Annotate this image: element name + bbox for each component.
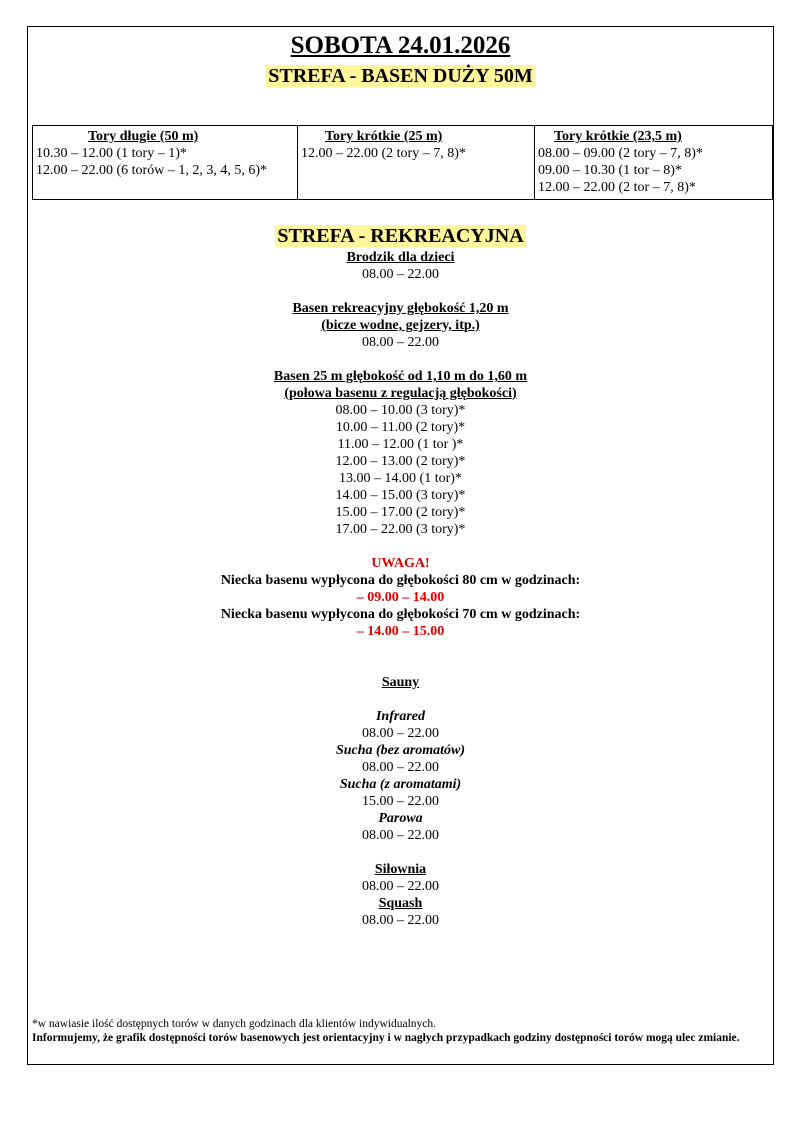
lane-slot: 10.30 – 12.00 (1 tory – 1)* <box>36 146 187 161</box>
gym-hours: 08.00 – 22.00 <box>362 879 439 894</box>
notice-line-2: Niecka basenu wypłycona do głębokości 70 cm w godzinach: <box>220 607 581 622</box>
pool25-slot: 12.00 – 13.00 (2 tory)* <box>335 454 466 469</box>
pool25-title: Basen 25 m głębokość od 1,10 m do 1,60 m <box>273 369 528 384</box>
long-lanes-header: Tory długie (50 m) <box>88 129 199 144</box>
sauna-hours: 08.00 – 22.00 <box>362 726 439 741</box>
pool25-slot: 14.00 – 15.00 (3 tory)* <box>335 488 466 503</box>
lane-slot: 12.00 – 22.00 (6 torów – 1, 2, 3, 4, 5, 6)* <box>36 163 267 178</box>
rec-pool-title: Basen rekreacyjny głębokość 1,20 m <box>292 301 509 316</box>
rec-pool-subtitle: (bicze wodne, gejzery, itp.) <box>321 318 480 333</box>
lane-slot: 08.00 – 09.00 (2 tory – 7, 8)* <box>538 146 703 161</box>
zone-large-pool-heading <box>28 65 773 88</box>
notice-title: UWAGA! <box>371 556 430 571</box>
notice-time-1: – 09.00 – 14.00 <box>356 590 445 605</box>
page-title: SOBOTA 24.01.2026 <box>290 32 511 59</box>
sauna-hours: 15.00 – 22.00 <box>362 794 439 809</box>
zone-recreation-heading <box>28 223 773 252</box>
lane-slot: 12.00 – 22.00 (2 tory – 7, 8)* <box>301 146 466 161</box>
sauna-hours: 08.00 – 22.00 <box>362 828 439 843</box>
pool25-slot: 10.00 – 11.00 (2 tory)* <box>335 420 466 435</box>
pool25-slot: 08.00 – 10.00 (3 tory)* <box>335 403 466 418</box>
short-lanes-25-cell <box>298 126 535 200</box>
pool25-slot: 13.00 – 14.00 (1 tor)* <box>339 471 462 486</box>
gym-title: Siłownia <box>374 862 427 877</box>
saunas-title: Sauny <box>381 675 420 690</box>
short-lanes-235-cell <box>535 126 773 200</box>
lane-slot: 12.00 – 22.00 (2 tor – 7, 8)* <box>538 180 696 195</box>
schedule-frame <box>27 26 774 1065</box>
pool25-slot: 15.00 – 17.00 (2 tory)* <box>335 505 466 520</box>
notice-time-2: – 14.00 – 15.00 <box>356 624 445 639</box>
short-lanes-25-header: Tory krótkie (25 m) <box>325 129 443 144</box>
lanes-table <box>32 125 773 200</box>
sauna-name: Sucha (z aromatami) <box>339 777 462 792</box>
sauna-name: Sucha (bez aromatów) <box>335 743 466 758</box>
pool25-subtitle: (połowa basenu z regulacją głębokości) <box>284 386 517 401</box>
pool25-slot: 11.00 – 12.00 (1 tor )* <box>337 437 464 452</box>
pool25-slot: 17.00 – 22.00 (3 tory)* <box>335 522 466 537</box>
lane-slot: 09.00 – 10.30 (1 tor – 8)* <box>538 163 682 178</box>
squash-hours: 08.00 – 22.00 <box>362 913 439 928</box>
footnote: *w nawiasie ilość dostępnych torów w danych godzinach dla klientów indywidualnych. <box>32 1018 437 1030</box>
notice-line-1: Niecka basenu wypłycona do głębokości 80 cm w godzinach: <box>220 573 581 588</box>
kids-pool-hours: 08.00 – 22.00 <box>362 267 439 282</box>
sauna-hours: 08.00 – 22.00 <box>362 760 439 775</box>
rec-pool-hours: 08.00 – 22.00 <box>362 335 439 350</box>
sauna-name: Infrared <box>375 709 425 724</box>
recreation-section <box>28 249 773 929</box>
sauna-name: Parowa <box>378 811 423 826</box>
footer <box>32 1017 767 1045</box>
squash-title: Squash <box>378 896 423 911</box>
zone-recreation-label: STREFA - REKREACYJNA <box>277 225 524 247</box>
kids-pool-title: Brodzik dla dzieci <box>346 250 455 265</box>
zone-large-pool-label: STREFA - BASEN DUŻY 50M <box>268 65 533 87</box>
disclaimer: Informujemy, że grafik dostępności torów basenowych jest orientacyjny i w nagłych przypadkach godziny dostępności torów mogą ulec zmianie. <box>32 1032 740 1044</box>
long-lanes-cell <box>33 126 298 200</box>
short-lanes-235-header: Tory krótkie (23,5 m) <box>554 129 682 144</box>
lanes-row <box>33 126 773 200</box>
